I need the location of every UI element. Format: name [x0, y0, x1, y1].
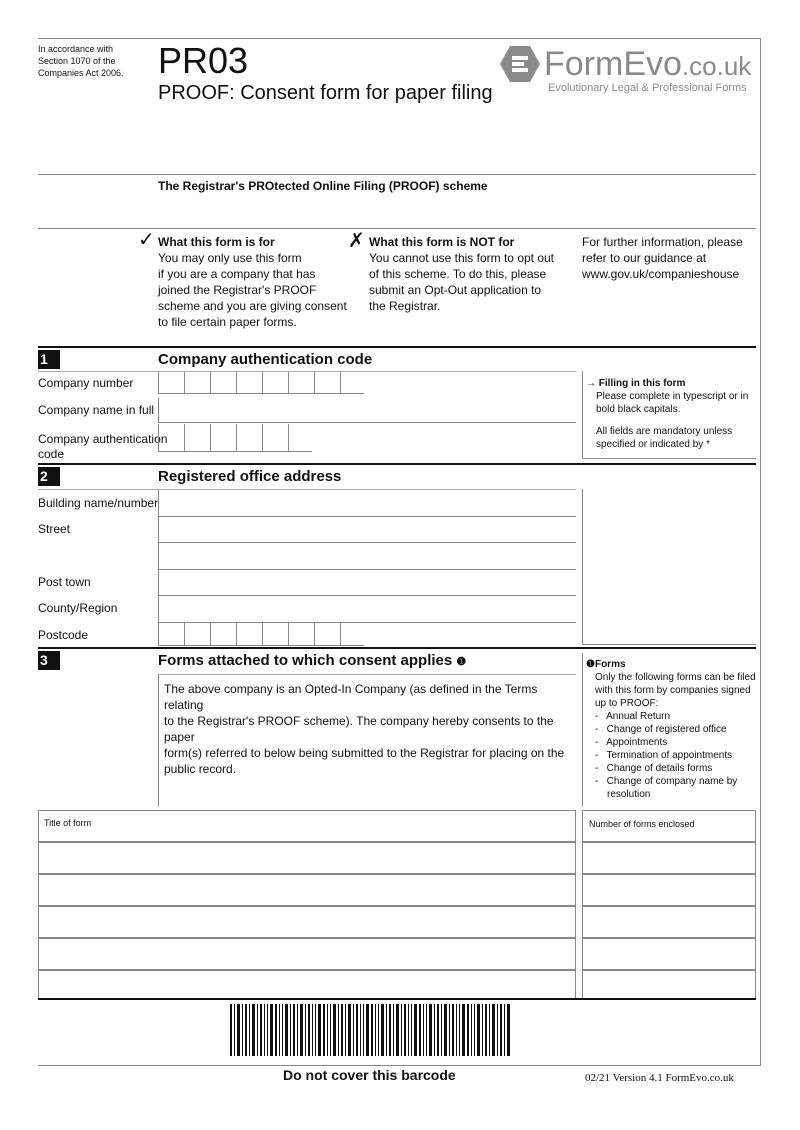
section-1-sidebar-text [586, 377, 756, 451]
form-title-field[interactable] [38, 842, 576, 874]
legal-note-line: Companies Act 2006. [38, 68, 124, 78]
forms-list-item: - Annual Return [595, 711, 671, 722]
info-further-line: www.gov.uk/companieshouse [582, 267, 740, 281]
company-name-label: Company name in full [38, 403, 155, 417]
forms-list-item: - Change of registered office [595, 724, 727, 735]
company-number-digit[interactable] [314, 372, 340, 394]
form-count-field[interactable] [582, 906, 756, 938]
postcode-char[interactable] [314, 622, 340, 646]
auth-code-label-line: Company authentication [38, 432, 168, 446]
forms-heading: Forms [594, 659, 626, 670]
forms-list-item-label: Change of details forms [606, 763, 713, 774]
section-2-number: 2 [38, 467, 60, 486]
postcode-char[interactable] [210, 622, 236, 646]
info-not-line: submit an Opt-Out application to [369, 283, 542, 297]
post-town-field[interactable] [158, 570, 576, 596]
brand-tagline: Evolutionary Legal & Professional Forms [548, 82, 747, 94]
brand-tld: .co.uk [681, 51, 752, 81]
form-count-field[interactable] [582, 874, 756, 906]
county-label: County/Region [38, 601, 118, 615]
section-2-bar [38, 463, 756, 465]
section-3-title [158, 652, 466, 669]
company-number-digit[interactable] [184, 372, 210, 394]
legal-note-line: Section 1070 of the [38, 56, 116, 66]
formevo-logo-icon [500, 44, 540, 84]
auth-code-digit[interactable] [288, 424, 312, 452]
info-for-line: joined the Registrar's PROOF [158, 283, 317, 297]
form-count-field[interactable] [582, 842, 756, 874]
rule [38, 1065, 760, 1066]
table-bottom-bar [38, 998, 756, 1000]
form-count-field[interactable] [582, 938, 756, 970]
auth-code-digit[interactable] [262, 424, 288, 452]
consent-text [164, 681, 574, 777]
postcode-char[interactable] [184, 622, 210, 646]
info-further [582, 234, 757, 282]
page-right-border [760, 38, 761, 1066]
sidebar-line: specified or indicated by * [596, 439, 710, 450]
form-title-field[interactable] [38, 906, 576, 938]
postcode-char[interactable] [288, 622, 314, 646]
forms-list-item-label: Change of registered office [606, 724, 727, 735]
info-for-line: You may only use this form [158, 251, 302, 265]
info-not-line: the Registrar. [369, 299, 441, 313]
info-icon: ❶ [456, 656, 467, 668]
auth-code-label-line: code [38, 447, 65, 461]
company-name-field[interactable] [158, 398, 576, 423]
forms-sidebar-text [586, 658, 758, 801]
postcode-char[interactable] [236, 622, 262, 646]
version-note: 02/21 Version 4.1 FormEvo.co.uk [585, 1072, 734, 1084]
info-for [158, 234, 348, 330]
forms-intro-line: Only the following forms can be filed [595, 672, 756, 683]
info-not-heading: What this form is NOT for [369, 235, 515, 249]
legal-note [38, 43, 138, 79]
section-3-number: 3 [38, 651, 60, 670]
company-number-digit[interactable] [210, 372, 236, 394]
section-1-bar [38, 346, 756, 348]
forms-list-item: - Appointments [595, 737, 668, 748]
auth-code-digit[interactable] [210, 424, 236, 452]
arrow-right-icon: → [586, 378, 596, 389]
barcode-note: Do not cover this barcode [283, 1067, 456, 1083]
forms-intro-line: with this form by companies signed [595, 685, 751, 696]
forms-list-item-label: Change of company name by [606, 776, 738, 787]
count-col-header: Number of forms enclosed [589, 819, 695, 829]
company-number-label: Company number [38, 376, 134, 390]
form-title-field[interactable] [38, 874, 576, 906]
postcode-char[interactable] [158, 622, 184, 646]
title-col-header: Title of form [44, 818, 92, 828]
county-field[interactable] [158, 596, 576, 622]
info-for-line: if you are a company that has [158, 267, 316, 281]
section-1-title: Company authentication code [158, 351, 373, 368]
post-town-label: Post town [38, 575, 91, 589]
street-field-1[interactable] [158, 517, 576, 543]
form-title: PROOF: Consent form for paper filing [158, 82, 493, 104]
company-number-digit[interactable] [262, 372, 288, 394]
postcode-label: Postcode [38, 628, 89, 642]
forms-list-item-label: Appointments [606, 737, 668, 748]
info-not [369, 234, 569, 314]
sidebar-line: bold black capitals. [596, 404, 681, 415]
consent-line: to the Registrar's PROOF scheme). The company hereby consents to the paper [164, 714, 554, 744]
info-for-heading: What this form is for [158, 235, 275, 249]
info-not-line: You cannot use this form to opt out [369, 251, 555, 265]
auth-code-digit[interactable] [158, 424, 184, 452]
section-2-sidebar [582, 489, 756, 645]
barcode [230, 1004, 520, 1060]
forms-list-item-label: Annual Return [606, 711, 671, 722]
info-for-line: to file certain paper forms. [158, 315, 297, 329]
info-not-line: of this scheme. To do this, please [369, 267, 547, 281]
street-label: Street [38, 522, 71, 536]
building-label: Building name/number [38, 496, 159, 510]
consent-line: form(s) referred to below being submitted to the Registrar for placing on the [164, 746, 565, 760]
sidebar-line: Please complete in typescript or in [596, 391, 749, 402]
forms-list-item: - Change of company name by [595, 776, 738, 787]
forms-list-item: - Termination of appointments [595, 750, 733, 761]
company-number-digit[interactable] [158, 372, 184, 394]
sidebar-line: All fields are mandatory unless [596, 426, 733, 437]
form-title-field[interactable] [38, 970, 576, 1000]
scheme-title: The Registrar's PROtected Online Filing (PROOF) scheme [158, 179, 488, 193]
info-icon: ❶ [586, 659, 595, 670]
legal-note-line: In accordance with [38, 44, 114, 54]
info-further-line: For further information, please [582, 235, 743, 249]
formevo-logo [500, 44, 760, 100]
building-field[interactable] [158, 490, 576, 517]
brand-name: FormEvo [544, 45, 682, 83]
consent-line: public record. [164, 762, 237, 776]
form-count-field[interactable] [582, 970, 756, 1000]
form-code: PR03 [158, 40, 249, 81]
rule [158, 622, 576, 623]
auth-code-digit[interactable] [236, 424, 262, 452]
company-number-digit[interactable] [236, 372, 262, 394]
form-title-field[interactable] [38, 938, 576, 970]
forms-list-item-label: Termination of appointments [606, 750, 733, 761]
company-number-digit[interactable] [340, 372, 364, 394]
section-3-title-text: Forms attached to which consent applies [158, 652, 453, 669]
forms-intro-line: up to PROOF: [595, 698, 659, 709]
auth-code-label [38, 432, 167, 462]
postcode-char[interactable] [262, 622, 288, 646]
auth-code-digit[interactable] [184, 424, 210, 452]
section-1-number: 1 [38, 350, 60, 369]
consent-line: The above company is an Opted-In Company (as defined in the Terms relating [164, 682, 538, 712]
section-3-bar [38, 647, 756, 649]
street-field-2[interactable] [158, 543, 576, 570]
cross-icon: ✗ [348, 230, 365, 252]
postcode-char[interactable] [340, 622, 364, 646]
forms-list-item-cont: resolution [607, 789, 651, 800]
company-number-digit[interactable] [288, 372, 314, 394]
info-further-line: refer to our guidance at [582, 251, 707, 265]
filling-heading: Filling in this form [598, 378, 686, 389]
section-2-title: Registered office address [158, 468, 342, 485]
title-header-cell [38, 810, 576, 842]
page-top-border [38, 38, 760, 39]
rule [38, 174, 756, 175]
forms-list-item: - Change of details forms [595, 763, 713, 774]
info-for-line: scheme and you are giving consent [158, 299, 347, 313]
check-icon: ✓ [138, 229, 155, 251]
